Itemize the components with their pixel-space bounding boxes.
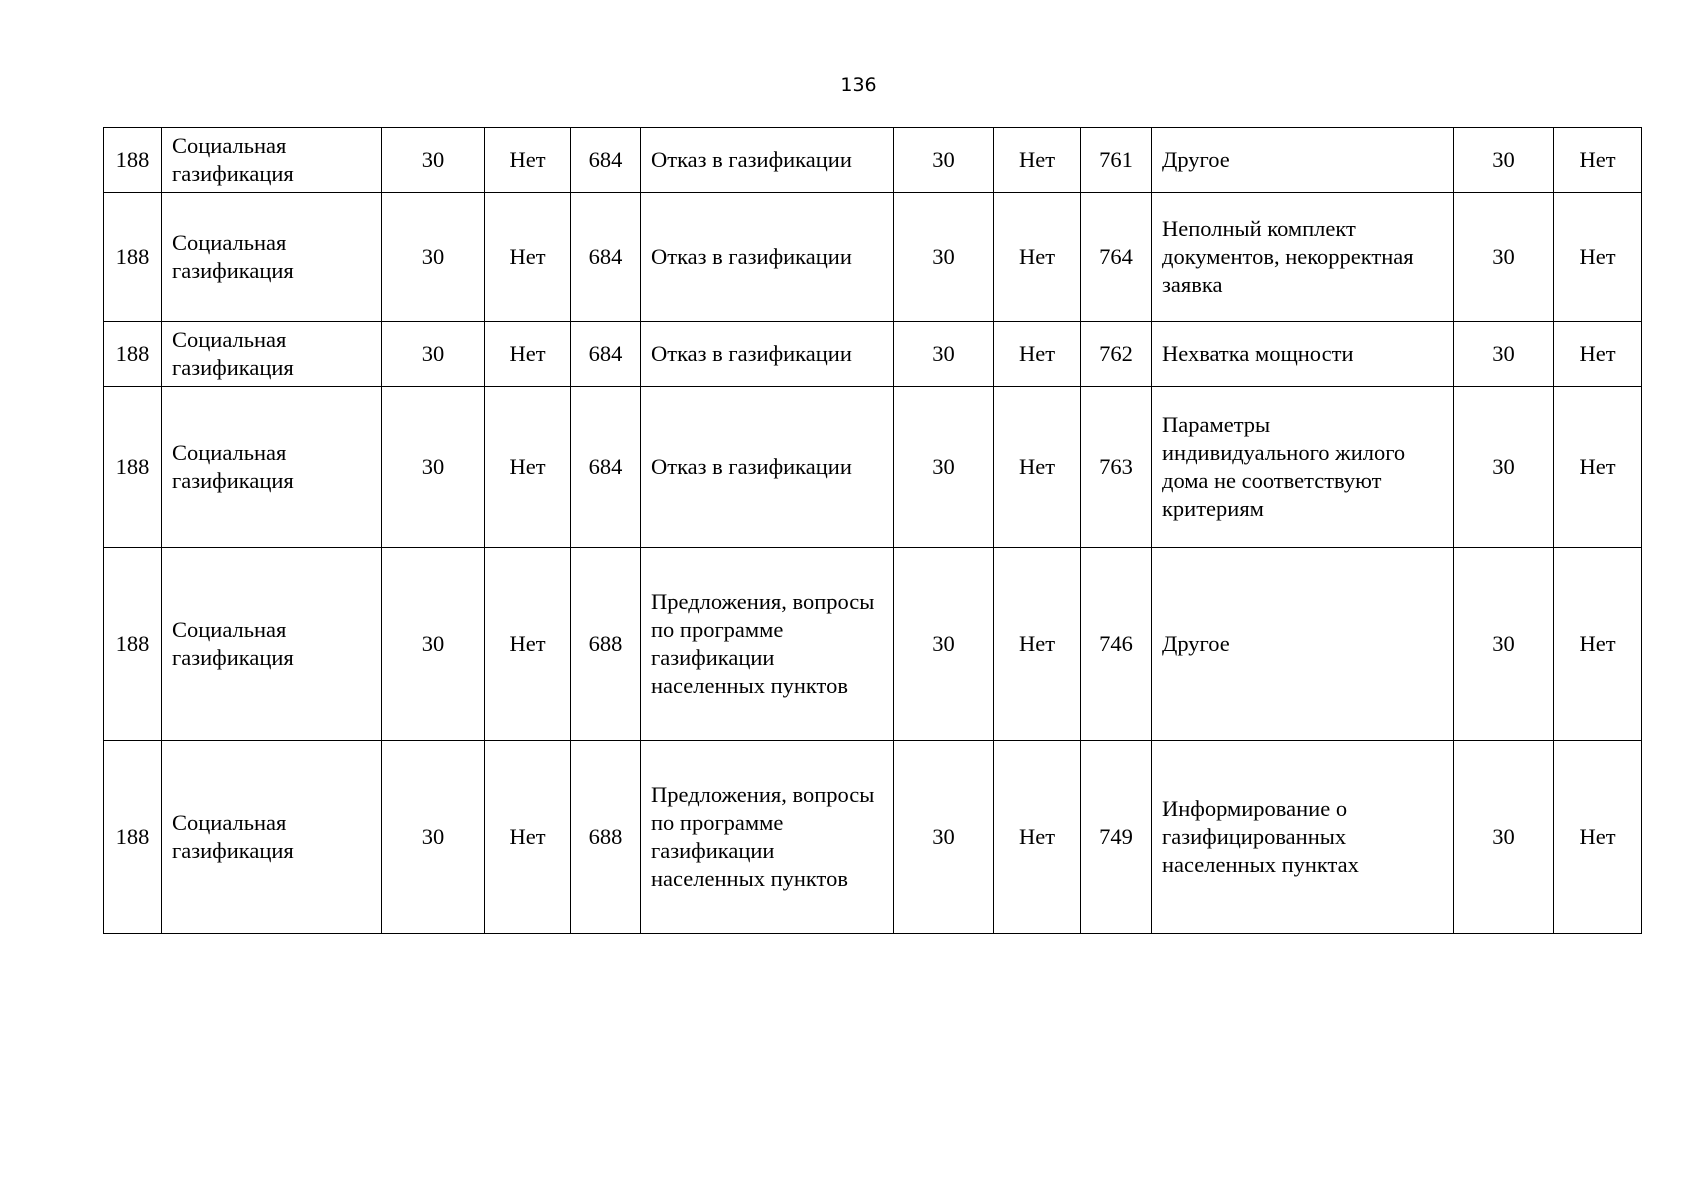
table-row: [104, 128, 1642, 193]
subject-flag-cell: Нет: [994, 741, 1081, 934]
category-cell: Социальная газификация: [162, 128, 382, 193]
subject-days-cell: 30: [894, 548, 994, 741]
flag-cell: Нет: [485, 322, 571, 387]
flag-cell: Нет: [485, 193, 571, 322]
table-row: [104, 193, 1642, 322]
subject-code-cell: 684: [571, 193, 641, 322]
category-cell: Социальная газификация: [162, 322, 382, 387]
topic-days-cell: 30: [1454, 322, 1554, 387]
topic-code-cell: 746: [1081, 548, 1152, 741]
table-row: [104, 741, 1642, 934]
row-number-cell: 188: [104, 387, 162, 548]
category-cell: Социальная газификация: [162, 548, 382, 741]
flag-cell: Нет: [485, 548, 571, 741]
category-cell: Социальная газификация: [162, 193, 382, 322]
subject-flag-cell: Нет: [994, 322, 1081, 387]
topic-flag-cell: Нет: [1554, 741, 1642, 934]
row-number-cell: 188: [104, 193, 162, 322]
subject-cell: Отказ в газификации: [641, 128, 894, 193]
subject-flag-cell: Нет: [994, 548, 1081, 741]
topic-cell: Другое: [1152, 128, 1454, 193]
topic-cell: Другое: [1152, 548, 1454, 741]
days-cell: 30: [382, 322, 485, 387]
topic-days-cell: 30: [1454, 128, 1554, 193]
table-row: [104, 322, 1642, 387]
subject-cell: Предложения, вопросы по программе газификации населенных пунктов: [641, 548, 894, 741]
category-cell: Социальная газификация: [162, 387, 382, 548]
topic-days-cell: 30: [1454, 741, 1554, 934]
subject-cell: Предложения, вопросы по программе газификации населенных пунктов: [641, 741, 894, 934]
subject-days-cell: 30: [894, 741, 994, 934]
category-cell: Социальная газификация: [162, 741, 382, 934]
subject-cell: Отказ в газификации: [641, 193, 894, 322]
row-number-cell: 188: [104, 741, 162, 934]
table-row: [104, 387, 1642, 548]
topic-cell: Неполный комплект документов, некорректная заявка: [1152, 193, 1454, 322]
subject-code-cell: 684: [571, 128, 641, 193]
data-table: [103, 127, 1642, 934]
topic-flag-cell: Нет: [1554, 548, 1642, 741]
subject-code-cell: 684: [571, 387, 641, 548]
topic-days-cell: 30: [1454, 387, 1554, 548]
subject-days-cell: 30: [894, 387, 994, 548]
subject-code-cell: 688: [571, 741, 641, 934]
days-cell: 30: [382, 548, 485, 741]
topic-days-cell: 30: [1454, 193, 1554, 322]
topic-code-cell: 762: [1081, 322, 1152, 387]
table-row: [104, 548, 1642, 741]
subject-cell: Отказ в газификации: [641, 322, 894, 387]
row-number-cell: 188: [104, 322, 162, 387]
subject-flag-cell: Нет: [994, 387, 1081, 548]
row-number-cell: 188: [104, 548, 162, 741]
subject-days-cell: 30: [894, 128, 994, 193]
topic-cell: Параметры индивидуального жилого дома не соответствуют критериям: [1152, 387, 1454, 548]
subject-flag-cell: Нет: [994, 128, 1081, 193]
subject-days-cell: 30: [894, 193, 994, 322]
row-number-cell: 188: [104, 128, 162, 193]
days-cell: 30: [382, 387, 485, 548]
topic-code-cell: 761: [1081, 128, 1152, 193]
topic-code-cell: 763: [1081, 387, 1152, 548]
days-cell: 30: [382, 193, 485, 322]
flag-cell: Нет: [485, 387, 571, 548]
subject-days-cell: 30: [894, 322, 994, 387]
days-cell: 30: [382, 128, 485, 193]
subject-flag-cell: Нет: [994, 193, 1081, 322]
page-number: 136: [840, 74, 877, 96]
topic-code-cell: 764: [1081, 193, 1152, 322]
topic-flag-cell: Нет: [1554, 322, 1642, 387]
flag-cell: Нет: [485, 741, 571, 934]
topic-code-cell: 749: [1081, 741, 1152, 934]
topic-flag-cell: Нет: [1554, 128, 1642, 193]
topic-days-cell: 30: [1454, 548, 1554, 741]
subject-code-cell: 684: [571, 322, 641, 387]
days-cell: 30: [382, 741, 485, 934]
topic-flag-cell: Нет: [1554, 387, 1642, 548]
topic-cell: Нехватка мощности: [1152, 322, 1454, 387]
topic-cell: Информирование о газифицированных населенных пунктах: [1152, 741, 1454, 934]
flag-cell: Нет: [485, 128, 571, 193]
subject-code-cell: 688: [571, 548, 641, 741]
subject-cell: Отказ в газификации: [641, 387, 894, 548]
topic-flag-cell: Нет: [1554, 193, 1642, 322]
